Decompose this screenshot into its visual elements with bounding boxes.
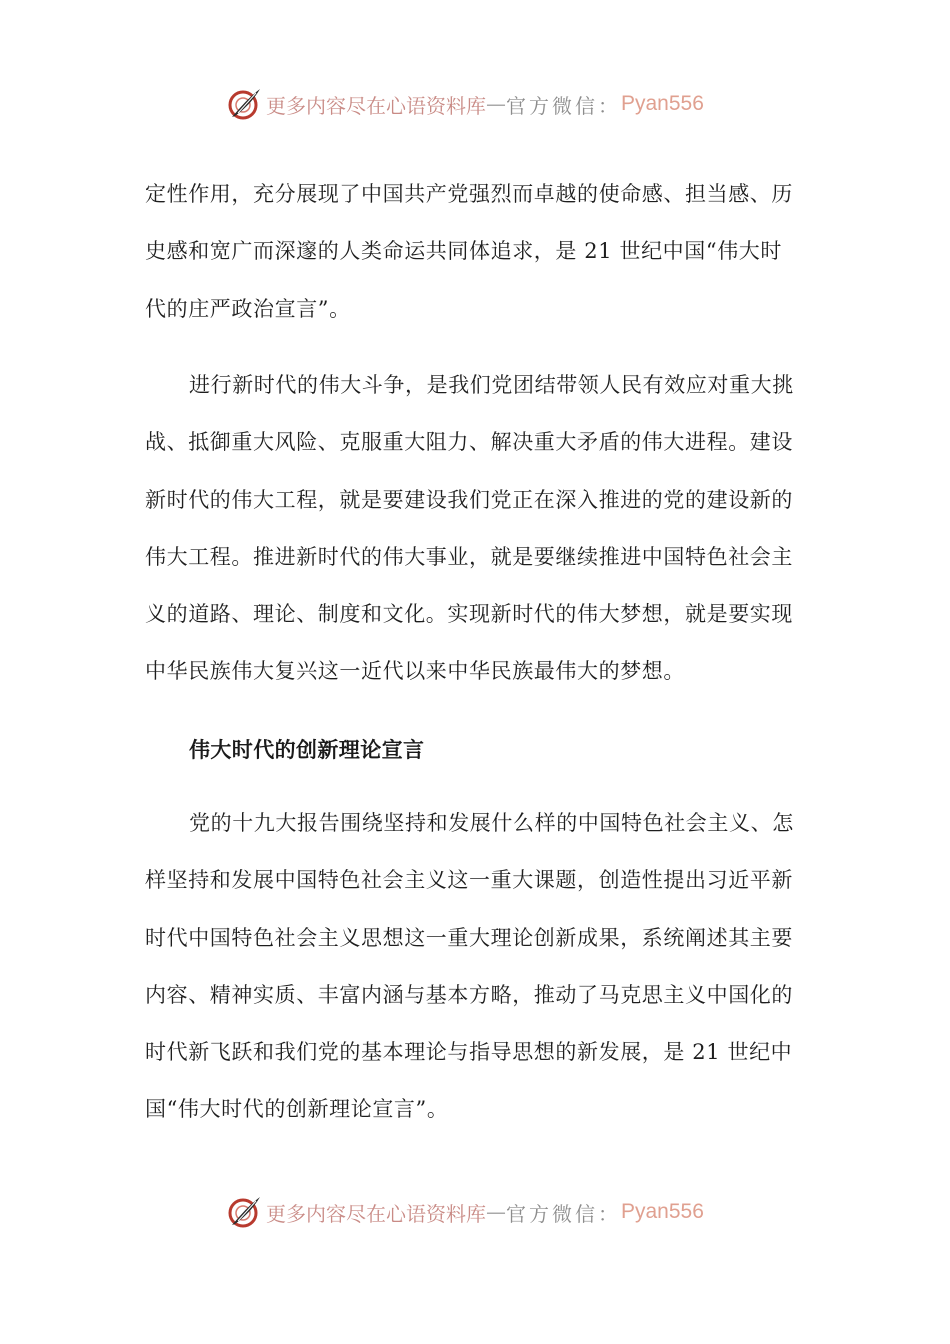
banner-wechat-id: Pyan556 (621, 1200, 704, 1223)
quill-logo-icon (226, 86, 262, 122)
section-heading: 伟大时代的创新理论宣言 (189, 738, 425, 762)
banner-title: 更多内容尽在心语资料库 (266, 1201, 486, 1226)
footer-banner[interactable] (226, 1192, 704, 1232)
quill-logo-icon (226, 1194, 262, 1230)
paragraph-3: 党的十九大报告围绕坚持和发展什么样的中国特色社会主义、怎样坚持和发展中国特色社会主义这一重大课题，创造性提出习近平新时代中国特色社会主义思想这一重大理论创新成果，系统阐述其主要内容、精神实质、丰富内涵与基本方略，推动了马克思主义中国化的时代新飞跃和我们党的基本理论与指导思想的新发展，是 21 世纪中国“伟大时代的创新理论宣言”。 (145, 811, 794, 1122)
banner-wechat-label: 官方微信： (506, 93, 621, 118)
banner-wechat-label: 官方微信： (506, 1201, 621, 1226)
header-banner[interactable] (226, 84, 704, 124)
banner-wechat-id: Pyan556 (621, 92, 704, 115)
banner-title: 更多内容尽在心语资料库 (266, 93, 486, 118)
banner-dash: — (486, 92, 506, 116)
banner-dash: — (486, 1200, 506, 1224)
paragraph-1: 定性作用，充分展现了中国共产党强烈而卓越的使命感、担当感、历史感和宽广而深邃的人类命运共同体追求，是 21 世纪中国“伟大时代的庄严政治宣言”。 (145, 182, 793, 321)
paragraph-2: 进行新时代的伟大斗争，是我们党团结带领人民有效应对重大挑战、抵御重大风险、克服重大阻力、解决重大矛盾的伟大进程。建设新时代的伟大工程，就是要建设我们党正在深入推进的党的建设新的伟大工程。推进新时代的伟大事业，就是要继续推进中国特色社会主义的道路、理论、制度和文化。实现新时代的伟大梦想，就是要实现中华民族伟大复兴这一近代以来中华民族最伟大的梦想。 (145, 373, 794, 684)
